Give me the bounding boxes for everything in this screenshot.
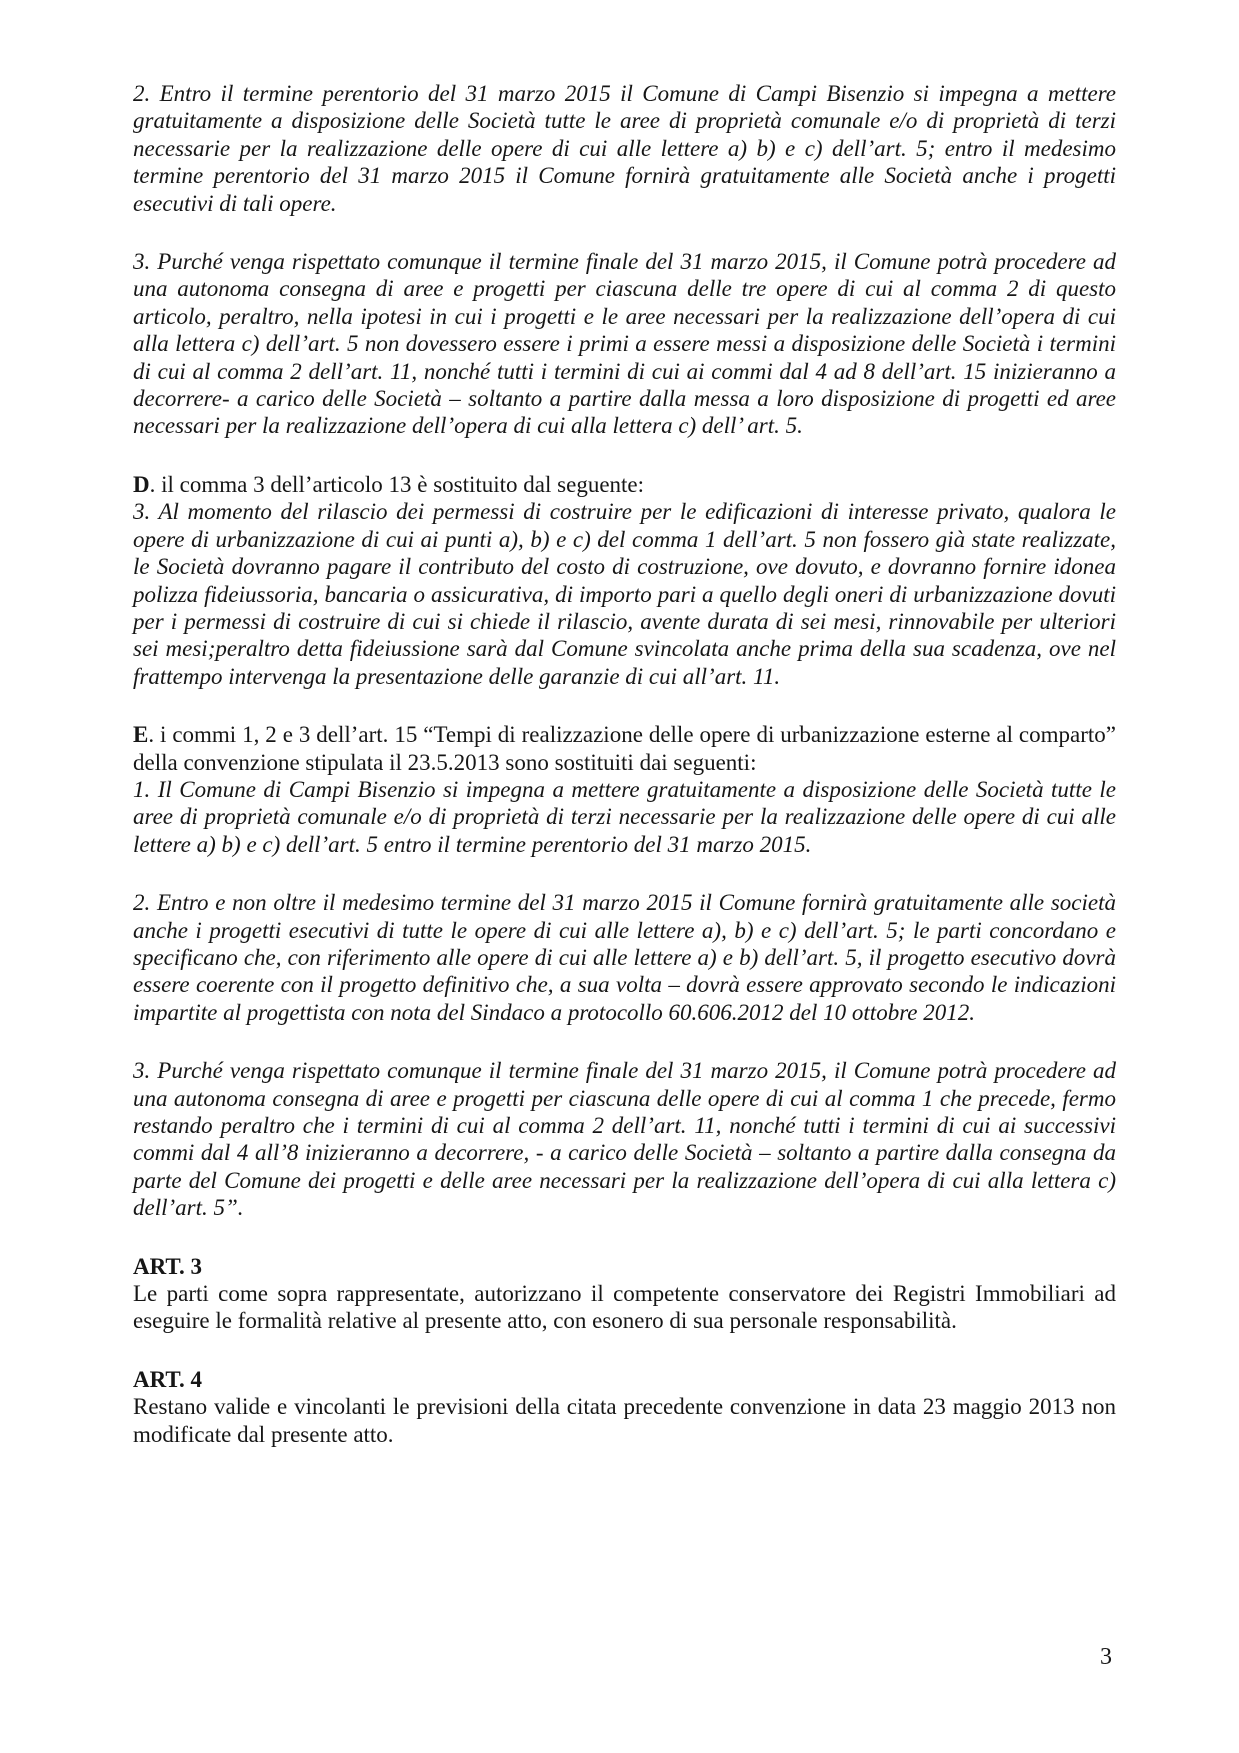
paragraph-d-comma-3: 3. Al momento del rilascio dei permessi di costruire per le edificazioni di interesse privato, qualora le opere di urbanizzazione di cui ai punti a), b) e c) del comma 1 dell’art. 5 non fossero già state realizzate, le Società dovranno pagare il contributo del costo di costruzione, ove dovuto, e dovranno fornire idonea polizza fideiussoria, bancaria o assicurativa, di importo pari a quello degli oneri di urbanizzazione dovuti per i permessi di costruire di cui si chiede il rilascio, avente durata di sei mesi, rinnovabile per ulteriori sei mesi;peraltro detta fideiussione sarà dal Comune svincolata anche prima della sua scadenza, ove nel frattempo intervenga la presentazione delle garanzie di cui all’art. 11. bbox=[133, 499, 1116, 689]
art-3-body: Le parti come sopra rappresentate, autorizzano il competente conservatore dei Registri Immobiliari ad eseguire le formalità relative al presente atto, con esonero di sua personale responsabilità. bbox=[133, 1281, 1116, 1334]
section-d-heading-text: . il comma 3 dell’articolo 13 è sostituito dal seguente: bbox=[149, 471, 645, 497]
art-3-heading: ART. 3 bbox=[133, 1253, 203, 1279]
art-4-heading: ART. 4 bbox=[133, 1366, 203, 1392]
paragraph-comma-2: 2. Entro il termine perentorio del 31 marzo 2015 il Comune di Campi Bisenzio si impegna a mettere gratuitamente a disposizione delle Società tutte le aree di proprietà comunale e/o di proprietà di terzi necessarie per la realizzazione delle opere di cui alle lettere a) b) e c) dell’art. 5; entro il medesimo termine perentorio del 31 marzo 2015 il Comune fornirà gratuitamente alle Società anche i progetti esecutivi di tali opere. bbox=[133, 81, 1116, 216]
document-body bbox=[133, 80, 1116, 1448]
section-e-letter: E bbox=[133, 722, 149, 748]
section-d-letter: D bbox=[133, 471, 150, 497]
paragraph-e-comma-1: 1. Il Comune di Campi Bisenzio si impegna a mettere gratuitamente a disposizione delle Società tutte le aree di proprietà comunale e/o di proprietà di terzi necessarie per la realizzazione delle opere di cui alle lettere a) b) e c) dell’art. 5 entro il termine perentorio del 31 marzo 2015. bbox=[133, 776, 1116, 857]
section-e-heading bbox=[133, 721, 1116, 776]
page-number: 3 bbox=[1100, 1644, 1112, 1670]
art-4-body: Restano valide e vincolanti le previsioni della citata precedente convenzione in data 23 maggio 2013 non modificate dal presente atto. bbox=[133, 1394, 1116, 1447]
paragraph-comma-3: 3. Purché venga rispettato comunque il termine finale del 31 marzo 2015, il Comune potrà procedere ad una autonoma consegna di aree e progetti per ciascuna delle tre opere di cui al comma 2 di questo articolo, peraltro, nella ipotesi in cui i progetti e le aree necessari per la realizzazione dell’opera di cui alla lettera c) dell’art. 5 non dovessero essere i primi a essere messi a disposizione delle Società i termini di cui al comma 2 dell’art. 11, nonché tutti i termini di cui ai commi dal 4 ad 8 dell’art. 15 inizieranno a decorrere- a carico delle Società – soltanto a partire dalla messa a loro disposizione di progetti ed aree necessari per la realizzazione dell’opera di cui alla lettera c) dell’ art. 5. bbox=[133, 249, 1116, 439]
paragraph-e-comma-3: 3. Purché venga rispettato comunque il termine finale del 31 marzo 2015, il Comune potrà procedere ad una autonoma consegna di aree e progetti per ciascuna delle opere di cui al comma 1 che precede, fermo restando peraltro che i termini di cui al comma 2 dell’art. 11, nonché tutti i termini di cui ai successivi commi dal 4 all’8 inizieranno a decorrere, - a carico delle Società – soltanto a partire dalla consegna da parte del Comune dei progetti e delle aree necessari per la realizzazione dell’opera di cui alla lettera c) dell’art. 5”. bbox=[133, 1058, 1116, 1221]
section-d-heading bbox=[133, 471, 1116, 498]
paragraph-e-comma-2: 2. Entro e non oltre il medesimo termine del 31 marzo 2015 il Comune fornirà gratuitamente alle società anche i progetti esecutivi di tutte le opere di cui alle lettere a), b) e c) dell’art. 5; le parti concordano e specificano che, con riferimento alle opere di cui alle lettere a) e b) dell’art. 5, il progetto esecutivo dovrà essere coerente con il progetto definitivo che, a sua volta – dovrà essere approvato secondo le indicazioni impartite al progettista con nota del Sindaco a protocollo 60.606.2012 del 10 ottobre 2012. bbox=[133, 890, 1116, 1025]
section-e-heading-text: . i commi 1, 2 e 3 dell’art. 15 “Tempi di realizzazione delle opere di urbanizzazione esterne al comparto” della convenzione stipulata il 23.5.2013 sono sostituiti dai seguenti: bbox=[133, 722, 1116, 775]
